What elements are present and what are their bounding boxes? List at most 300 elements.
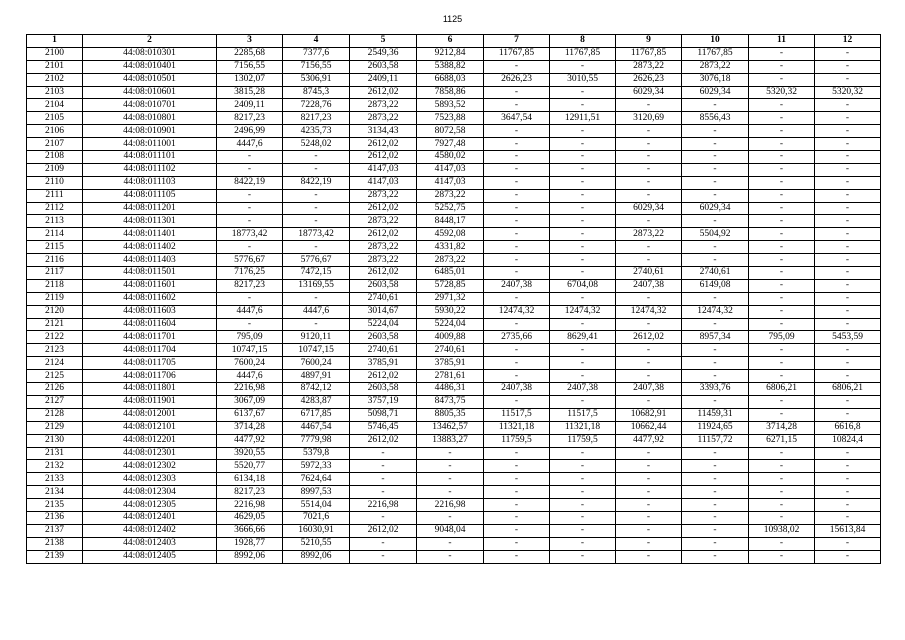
table-cell: 44:08:011706 bbox=[83, 370, 217, 383]
table-cell: - bbox=[283, 241, 350, 254]
table-cell: 11767,85 bbox=[484, 47, 550, 60]
table-cell: 3134,43 bbox=[350, 125, 417, 138]
table-cell: - bbox=[749, 511, 815, 524]
table-cell: - bbox=[749, 112, 815, 125]
table-cell: 2130 bbox=[27, 434, 83, 447]
table-cell: - bbox=[749, 499, 815, 512]
table-cell: 6485,01 bbox=[417, 267, 484, 280]
table-cell: - bbox=[815, 473, 881, 486]
table-cell: - bbox=[550, 344, 616, 357]
table-cell: 7779,98 bbox=[283, 434, 350, 447]
table-cell: - bbox=[550, 151, 616, 164]
table-cell: 11759,5 bbox=[550, 434, 616, 447]
table-cell: 4235,73 bbox=[283, 125, 350, 138]
table-cell: 12474,32 bbox=[682, 305, 749, 318]
table-cell: 11321,18 bbox=[484, 421, 550, 434]
table-cell: 44:08:012303 bbox=[83, 473, 217, 486]
table-cell: 2603,58 bbox=[350, 279, 417, 292]
table-cell: 2105 bbox=[27, 112, 83, 125]
table-cell: - bbox=[484, 344, 550, 357]
table-cell: - bbox=[550, 86, 616, 99]
table-cell: 5379,8 bbox=[283, 447, 350, 460]
table-cell: 795,09 bbox=[217, 331, 283, 344]
table-cell: 2612,02 bbox=[350, 202, 417, 215]
table-cell: - bbox=[350, 473, 417, 486]
table-cell: 6717,85 bbox=[283, 408, 350, 421]
table-cell: 6688,03 bbox=[417, 73, 484, 86]
table-cell: 4147,03 bbox=[350, 163, 417, 176]
table-cell: - bbox=[550, 357, 616, 370]
table-cell: - bbox=[749, 151, 815, 164]
table-cell: 18773,42 bbox=[217, 228, 283, 241]
table-cell: 44:08:011403 bbox=[83, 254, 217, 267]
column-header-1: 1 bbox=[27, 35, 83, 48]
table-cell: - bbox=[550, 370, 616, 383]
table-cell: 13883,27 bbox=[417, 434, 484, 447]
table-cell: 44:08:011001 bbox=[83, 138, 217, 151]
table-cell: - bbox=[484, 151, 550, 164]
table-cell: - bbox=[749, 176, 815, 189]
table-cell: - bbox=[682, 241, 749, 254]
table-row bbox=[27, 395, 881, 408]
table-cell: - bbox=[484, 499, 550, 512]
table-cell: 44:08:011604 bbox=[83, 318, 217, 331]
table-row bbox=[27, 408, 881, 421]
table-row bbox=[27, 331, 881, 344]
table-cell: 2116 bbox=[27, 254, 83, 267]
table-cell: - bbox=[815, 395, 881, 408]
table-cell: 5224,04 bbox=[417, 318, 484, 331]
table-cell: 6029,34 bbox=[682, 86, 749, 99]
table-cell: 8448,17 bbox=[417, 215, 484, 228]
table-cell: 6806,21 bbox=[815, 383, 881, 396]
table-cell: 12474,32 bbox=[484, 305, 550, 318]
table-row bbox=[27, 305, 881, 318]
table-cell: - bbox=[550, 163, 616, 176]
table-cell: 2102 bbox=[27, 73, 83, 86]
table-cell: - bbox=[682, 499, 749, 512]
table-cell: - bbox=[682, 344, 749, 357]
table-cell: 11459,31 bbox=[682, 408, 749, 421]
table-row bbox=[27, 473, 881, 486]
table-cell: - bbox=[682, 318, 749, 331]
table-cell: - bbox=[217, 189, 283, 202]
table-row bbox=[27, 112, 881, 125]
table-cell: 2106 bbox=[27, 125, 83, 138]
table-cell: 5388,82 bbox=[417, 60, 484, 73]
table-cell: 2135 bbox=[27, 499, 83, 512]
table-cell: - bbox=[484, 228, 550, 241]
table-cell: 5252,75 bbox=[417, 202, 484, 215]
table-cell: - bbox=[749, 60, 815, 73]
table-cell: - bbox=[749, 189, 815, 202]
table-cell: 44:08:010301 bbox=[83, 47, 217, 60]
table-cell: 2107 bbox=[27, 138, 83, 151]
column-header-7: 7 bbox=[484, 35, 550, 48]
table-cell: - bbox=[484, 241, 550, 254]
table-cell: - bbox=[682, 254, 749, 267]
table-cell: 2137 bbox=[27, 524, 83, 537]
table-cell: 15613,84 bbox=[815, 524, 881, 537]
table-cell: 2873,22 bbox=[417, 254, 484, 267]
table-cell: 44:08:012304 bbox=[83, 486, 217, 499]
table-row bbox=[27, 125, 881, 138]
table-cell: - bbox=[550, 60, 616, 73]
table-cell: 2549,36 bbox=[350, 47, 417, 60]
table-cell: - bbox=[749, 279, 815, 292]
table-cell: - bbox=[283, 202, 350, 215]
table-cell: - bbox=[616, 499, 682, 512]
table-cell: - bbox=[749, 357, 815, 370]
table-cell: 2407,38 bbox=[550, 383, 616, 396]
table-cell: 5306,91 bbox=[283, 73, 350, 86]
table-cell: 3785,91 bbox=[417, 357, 484, 370]
table-cell: - bbox=[484, 202, 550, 215]
table-cell: - bbox=[749, 292, 815, 305]
table-cell: - bbox=[749, 163, 815, 176]
table-cell: 7377,6 bbox=[283, 47, 350, 60]
table-cell: 8422,19 bbox=[217, 176, 283, 189]
table-cell: - bbox=[815, 499, 881, 512]
table-cell: 2122 bbox=[27, 331, 83, 344]
table-cell: - bbox=[616, 163, 682, 176]
table-cell: 2114 bbox=[27, 228, 83, 241]
table-cell: - bbox=[484, 163, 550, 176]
table-cell: 12474,32 bbox=[550, 305, 616, 318]
table-cell: 2409,11 bbox=[217, 99, 283, 112]
table-cell: 2612,02 bbox=[350, 267, 417, 280]
table-cell: 44:08:011603 bbox=[83, 305, 217, 318]
table-cell: - bbox=[815, 99, 881, 112]
table-cell: - bbox=[484, 460, 550, 473]
table-row bbox=[27, 254, 881, 267]
table-cell: 44:08:011602 bbox=[83, 292, 217, 305]
table-cell: - bbox=[815, 112, 881, 125]
table-cell: - bbox=[749, 73, 815, 86]
table-row bbox=[27, 47, 881, 60]
table-cell: 7523,88 bbox=[417, 112, 484, 125]
column-header-12: 12 bbox=[815, 35, 881, 48]
table-cell: - bbox=[616, 292, 682, 305]
table-cell: - bbox=[682, 176, 749, 189]
table-cell: 2101 bbox=[27, 60, 83, 73]
table-cell: 44:08:011901 bbox=[83, 395, 217, 408]
table-cell: 11759,5 bbox=[484, 434, 550, 447]
table-cell: 3067,09 bbox=[217, 395, 283, 408]
table-cell: - bbox=[417, 460, 484, 473]
table-cell: 2103 bbox=[27, 86, 83, 99]
table-cell: 6806,21 bbox=[749, 383, 815, 396]
table-cell: 4447,6 bbox=[283, 305, 350, 318]
table-cell: - bbox=[550, 176, 616, 189]
table-row bbox=[27, 357, 881, 370]
table-cell: - bbox=[815, 279, 881, 292]
table-cell: - bbox=[484, 254, 550, 267]
table-cell: 2100 bbox=[27, 47, 83, 60]
table-cell: - bbox=[217, 318, 283, 331]
table-cell: 2112 bbox=[27, 202, 83, 215]
table-cell: - bbox=[749, 138, 815, 151]
table-cell: - bbox=[350, 550, 417, 563]
table-cell: - bbox=[217, 292, 283, 305]
table-cell: - bbox=[550, 228, 616, 241]
table-cell: 2612,02 bbox=[350, 370, 417, 383]
table-cell: 7624,64 bbox=[283, 473, 350, 486]
table-cell: - bbox=[616, 511, 682, 524]
table-cell: - bbox=[815, 125, 881, 138]
table-cell: 2131 bbox=[27, 447, 83, 460]
table-cell: - bbox=[484, 267, 550, 280]
table-cell: 44:08:010801 bbox=[83, 112, 217, 125]
table-cell: 7156,55 bbox=[283, 60, 350, 73]
table-cell: - bbox=[616, 473, 682, 486]
table-cell: 2125 bbox=[27, 370, 83, 383]
table-cell: 2407,38 bbox=[616, 279, 682, 292]
table-cell: - bbox=[550, 241, 616, 254]
table-cell: - bbox=[815, 267, 881, 280]
table-cell: - bbox=[550, 189, 616, 202]
table-cell: - bbox=[550, 473, 616, 486]
table-cell: 2873,22 bbox=[350, 189, 417, 202]
table-cell: 44:08:011103 bbox=[83, 176, 217, 189]
page-number: 1125 bbox=[442, 14, 463, 24]
table-cell: - bbox=[217, 151, 283, 164]
table-cell: - bbox=[815, 292, 881, 305]
table-cell: 8217,23 bbox=[283, 112, 350, 125]
table-cell: 4467,54 bbox=[283, 421, 350, 434]
table-cell: 2873,22 bbox=[350, 112, 417, 125]
table-cell: - bbox=[550, 267, 616, 280]
table-cell: 5320,32 bbox=[815, 86, 881, 99]
table-cell: 2612,02 bbox=[350, 151, 417, 164]
table-cell: 9048,04 bbox=[417, 524, 484, 537]
table-cell: 2104 bbox=[27, 99, 83, 112]
table-cell: 8217,23 bbox=[217, 279, 283, 292]
table-cell: 44:08:011105 bbox=[83, 189, 217, 202]
table-cell: 8992,06 bbox=[217, 550, 283, 563]
table-cell: 4580,02 bbox=[417, 151, 484, 164]
table-cell: - bbox=[616, 370, 682, 383]
column-header-8: 8 bbox=[550, 35, 616, 48]
table-cell: - bbox=[550, 215, 616, 228]
table-cell: 2873,22 bbox=[350, 99, 417, 112]
table-cell: 2113 bbox=[27, 215, 83, 228]
table-cell: - bbox=[682, 537, 749, 550]
table-cell: 2740,61 bbox=[682, 267, 749, 280]
table-cell: - bbox=[749, 550, 815, 563]
table-cell: 5453,59 bbox=[815, 331, 881, 344]
table-cell: - bbox=[616, 524, 682, 537]
table-cell: 795,09 bbox=[749, 331, 815, 344]
table-cell: 4147,03 bbox=[417, 176, 484, 189]
table-cell: - bbox=[550, 447, 616, 460]
table-cell: - bbox=[682, 138, 749, 151]
table-cell: 44:08:012301 bbox=[83, 447, 217, 460]
table-row bbox=[27, 73, 881, 86]
table-cell: - bbox=[815, 151, 881, 164]
table-cell: - bbox=[550, 99, 616, 112]
table-cell: 4477,92 bbox=[217, 434, 283, 447]
table-cell: - bbox=[616, 125, 682, 138]
table-cell: - bbox=[749, 125, 815, 138]
table-cell: 44:08:011402 bbox=[83, 241, 217, 254]
table-cell: - bbox=[749, 473, 815, 486]
table-cell: 44:08:010701 bbox=[83, 99, 217, 112]
table-cell: 9120,11 bbox=[283, 331, 350, 344]
table-cell: 2740,61 bbox=[350, 292, 417, 305]
table-cell: 4447,6 bbox=[217, 370, 283, 383]
table-cell: - bbox=[550, 511, 616, 524]
table-cell: - bbox=[616, 99, 682, 112]
table-cell: 2134 bbox=[27, 486, 83, 499]
table-row bbox=[27, 370, 881, 383]
table-cell: 2119 bbox=[27, 292, 83, 305]
table-cell: 2496,99 bbox=[217, 125, 283, 138]
table-cell: 2873,22 bbox=[350, 254, 417, 267]
table-cell: 5098,71 bbox=[350, 408, 417, 421]
table-cell: 44:08:011101 bbox=[83, 151, 217, 164]
table-cell: 5776,67 bbox=[217, 254, 283, 267]
table-cell: 44:08:012302 bbox=[83, 460, 217, 473]
table-cell: - bbox=[484, 189, 550, 202]
table-cell: 2127 bbox=[27, 395, 83, 408]
table-cell: - bbox=[616, 318, 682, 331]
table-cell: - bbox=[417, 447, 484, 460]
table-cell: 2612,02 bbox=[350, 228, 417, 241]
table-cell: - bbox=[815, 408, 881, 421]
table-cell: 6704,08 bbox=[550, 279, 616, 292]
table-cell: - bbox=[749, 486, 815, 499]
table-cell: 8992,06 bbox=[283, 550, 350, 563]
table-cell: - bbox=[417, 486, 484, 499]
table-cell: - bbox=[217, 202, 283, 215]
table-cell: 8805,35 bbox=[417, 408, 484, 421]
table-cell: - bbox=[682, 151, 749, 164]
table-row bbox=[27, 434, 881, 447]
table-cell: - bbox=[550, 550, 616, 563]
table-cell: 2407,38 bbox=[484, 383, 550, 396]
table-cell: 2409,11 bbox=[350, 73, 417, 86]
table-row bbox=[27, 241, 881, 254]
table-cell: 44:08:012101 bbox=[83, 421, 217, 434]
table-cell: - bbox=[217, 163, 283, 176]
table-cell: 2139 bbox=[27, 550, 83, 563]
table-cell: 2128 bbox=[27, 408, 83, 421]
table-cell: 7176,25 bbox=[217, 267, 283, 280]
column-header-5: 5 bbox=[350, 35, 417, 48]
table-cell: 5930,22 bbox=[417, 305, 484, 318]
table-cell: 10747,15 bbox=[283, 344, 350, 357]
table-cell: 2108 bbox=[27, 151, 83, 164]
table-cell: 9212,84 bbox=[417, 47, 484, 60]
table-cell: - bbox=[682, 486, 749, 499]
table-cell: 11157,72 bbox=[682, 434, 749, 447]
table-row bbox=[27, 460, 881, 473]
table-cell: 2216,98 bbox=[217, 499, 283, 512]
table-cell: 5248,02 bbox=[283, 138, 350, 151]
table-cell: 44:08:011201 bbox=[83, 202, 217, 215]
table-cell: 5224,04 bbox=[350, 318, 417, 331]
table-cell: 8217,23 bbox=[217, 486, 283, 499]
table-cell: - bbox=[616, 189, 682, 202]
table-cell: - bbox=[550, 537, 616, 550]
table-cell: - bbox=[682, 370, 749, 383]
table-cell: - bbox=[550, 524, 616, 537]
table-cell: 2873,22 bbox=[616, 60, 682, 73]
table-cell: - bbox=[484, 138, 550, 151]
table-cell: 5514,04 bbox=[283, 499, 350, 512]
table-cell: 2133 bbox=[27, 473, 83, 486]
table-cell: - bbox=[815, 228, 881, 241]
table-cell: - bbox=[749, 215, 815, 228]
table-row bbox=[27, 138, 881, 151]
table-cell: 10682,91 bbox=[616, 408, 682, 421]
column-header-10: 10 bbox=[682, 35, 749, 48]
table-cell: 2603,58 bbox=[350, 60, 417, 73]
table-cell: 8556,43 bbox=[682, 112, 749, 125]
table-cell: - bbox=[682, 395, 749, 408]
table-cell: 6029,34 bbox=[616, 86, 682, 99]
table-cell: - bbox=[550, 486, 616, 499]
table-cell: - bbox=[550, 499, 616, 512]
table-row bbox=[27, 524, 881, 537]
table-cell: 44:08:011601 bbox=[83, 279, 217, 292]
table-cell: 44:08:010401 bbox=[83, 60, 217, 73]
table-cell: - bbox=[682, 447, 749, 460]
table-cell: 2120 bbox=[27, 305, 83, 318]
table-cell: - bbox=[616, 344, 682, 357]
table-cell: 7228,76 bbox=[283, 99, 350, 112]
table-cell: 2612,02 bbox=[350, 138, 417, 151]
table-cell: - bbox=[283, 151, 350, 164]
table-cell: 4477,92 bbox=[616, 434, 682, 447]
table-cell: - bbox=[484, 86, 550, 99]
table-row bbox=[27, 499, 881, 512]
table-row bbox=[27, 486, 881, 499]
table-cell: 8629,41 bbox=[550, 331, 616, 344]
table-cell: - bbox=[616, 215, 682, 228]
table-cell: 2216,98 bbox=[350, 499, 417, 512]
table-cell: - bbox=[815, 486, 881, 499]
table-cell: 2626,23 bbox=[616, 73, 682, 86]
table-cell: 13169,55 bbox=[283, 279, 350, 292]
table-cell: 44:08:012201 bbox=[83, 434, 217, 447]
table-cell: 2124 bbox=[27, 357, 83, 370]
column-header-4: 4 bbox=[283, 35, 350, 48]
table-cell: - bbox=[484, 318, 550, 331]
table-cell: 5210,55 bbox=[283, 537, 350, 550]
column-header-9: 9 bbox=[616, 35, 682, 48]
table-cell: - bbox=[484, 511, 550, 524]
table-cell: - bbox=[616, 460, 682, 473]
table-cell: - bbox=[815, 537, 881, 550]
table-cell: 7600,24 bbox=[283, 357, 350, 370]
table-cell: - bbox=[815, 189, 881, 202]
table-cell: - bbox=[749, 267, 815, 280]
table-cell: 2626,23 bbox=[484, 73, 550, 86]
table-cell: - bbox=[417, 550, 484, 563]
table-row bbox=[27, 202, 881, 215]
table-cell: 4447,6 bbox=[217, 305, 283, 318]
table-row bbox=[27, 176, 881, 189]
table-cell: 8072,58 bbox=[417, 125, 484, 138]
table-cell: - bbox=[815, 215, 881, 228]
table-cell: - bbox=[484, 357, 550, 370]
table-cell: 3393,76 bbox=[682, 383, 749, 396]
table-cell: 2216,98 bbox=[417, 499, 484, 512]
table-cell: 5320,32 bbox=[749, 86, 815, 99]
table-cell: 10824,4 bbox=[815, 434, 881, 447]
